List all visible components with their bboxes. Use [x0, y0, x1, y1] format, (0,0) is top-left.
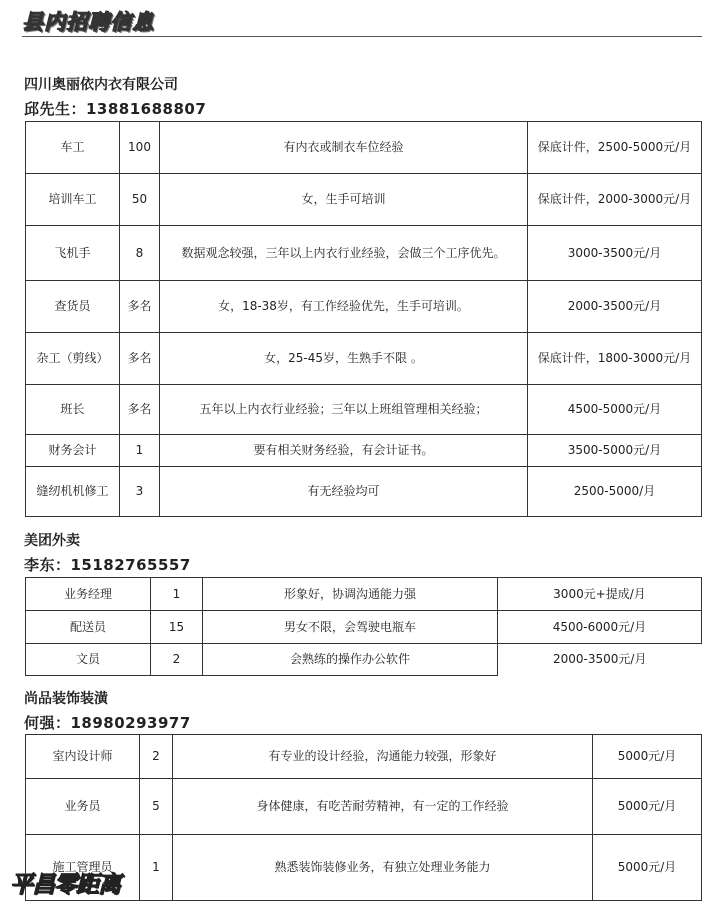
watermark-logo: 平昌零距离 — [10, 872, 120, 898]
job-requirement: 会熟练的操作办公软件 — [203, 644, 498, 676]
job-count: 1 — [120, 435, 160, 467]
job-count: 多名 — [120, 333, 160, 385]
table-row — [26, 385, 702, 435]
job-salary: 4500-6000元/月 — [498, 611, 702, 644]
job-count: 2 — [151, 644, 203, 676]
table-row — [26, 281, 702, 333]
table-row — [26, 122, 702, 174]
job-salary: 保底计件，1800-3000元/月 — [528, 333, 702, 385]
job-count: 8 — [120, 226, 160, 281]
job-salary: 5000元/月 — [593, 735, 702, 779]
table-row — [26, 779, 702, 835]
job-salary: 2500-5000/月 — [528, 467, 702, 517]
job-title: 缝纫机机修工 — [26, 467, 120, 517]
job-title: 业务经理 — [26, 578, 151, 611]
job-salary: 5000元/月 — [593, 835, 702, 901]
company-name: 四川奥丽依内衣有限公司 — [24, 77, 178, 93]
company-contact: 邱先生：13881688807 — [24, 100, 207, 118]
job-title: 财务会计 — [26, 435, 120, 467]
table-row — [26, 644, 702, 676]
job-title: 飞机手 — [26, 226, 120, 281]
job-count: 100 — [120, 122, 160, 174]
job-count: 1 — [151, 578, 203, 611]
job-salary: 2000-3500元/月 — [498, 644, 702, 676]
job-title: 培训车工 — [26, 174, 120, 226]
job-count: 多名 — [120, 281, 160, 333]
job-requirement: 要有相关财务经验，有会计证书。 — [160, 435, 528, 467]
job-requirement: 女，生手可培训 — [160, 174, 528, 226]
section-title: 县内招聘信息 — [22, 10, 154, 34]
job-requirement: 有专业的设计经验，沟通能力较强，形象好 — [173, 735, 593, 779]
job-count: 2 — [140, 735, 173, 779]
section-header — [22, 4, 702, 37]
table-row — [26, 435, 702, 467]
table-row — [26, 174, 702, 226]
table-row — [26, 735, 702, 779]
job-salary: 保底计件，2500-5000元/月 — [528, 122, 702, 174]
table-row — [26, 611, 702, 644]
job-salary: 保底计件，2000-3000元/月 — [528, 174, 702, 226]
job-table — [25, 734, 702, 901]
job-requirement: 身体健康，有吃苦耐劳精神，有一定的工作经验 — [173, 779, 593, 835]
job-title: 杂工（剪线） — [26, 333, 120, 385]
job-requirement: 有无经验均可 — [160, 467, 528, 517]
job-title: 查货员 — [26, 281, 120, 333]
job-salary: 2000-3500元/月 — [528, 281, 702, 333]
job-salary: 3000元+提成/月 — [498, 578, 702, 611]
job-count: 5 — [140, 779, 173, 835]
job-requirement: 形象好，协调沟通能力强 — [203, 578, 498, 611]
job-requirement: 数据观念较强，三年以上内衣行业经验，会做三个工序优先。 — [160, 226, 528, 281]
table-row — [26, 578, 702, 611]
table-row — [26, 333, 702, 385]
job-title: 班长 — [26, 385, 120, 435]
job-title: 配送员 — [26, 611, 151, 644]
job-title: 文员 — [26, 644, 151, 676]
company-name: 美团外卖 — [24, 533, 80, 549]
job-title: 业务员 — [26, 779, 140, 835]
table-row — [26, 467, 702, 517]
job-requirement: 有内衣或制衣车位经验 — [160, 122, 528, 174]
job-requirement: 熟悉装饰装修业务，有独立处理业务能力 — [173, 835, 593, 901]
job-salary: 3000-3500元/月 — [528, 226, 702, 281]
job-title: 车工 — [26, 122, 120, 174]
job-requirement: 男女不限，会驾驶电瓶车 — [203, 611, 498, 644]
table-row — [26, 226, 702, 281]
job-count: 多名 — [120, 385, 160, 435]
company-contact: 李东：15182765557 — [24, 556, 191, 574]
company-name: 尚品装饰装潢 — [24, 691, 108, 707]
job-table — [25, 577, 702, 676]
job-count: 50 — [120, 174, 160, 226]
company-contact: 何强：18980293977 — [24, 714, 191, 732]
job-requirement: 女，18-38岁，有工作经验优先，生手可培训。 — [160, 281, 528, 333]
job-count: 1 — [140, 835, 173, 901]
job-title: 施工管理员 — [26, 835, 140, 901]
job-count: 15 — [151, 611, 203, 644]
table-row — [26, 835, 702, 901]
job-salary: 4500-5000元/月 — [528, 385, 702, 435]
job-salary: 5000元/月 — [593, 779, 702, 835]
job-table — [25, 121, 702, 517]
job-title: 室内设计师 — [26, 735, 140, 779]
job-salary: 3500-5000元/月 — [528, 435, 702, 467]
job-requirement: 女，25-45岁，生熟手不限 。 — [160, 333, 528, 385]
job-requirement: 五年以上内衣行业经验；三年以上班组管理相关经验； — [160, 385, 528, 435]
job-count: 3 — [120, 467, 160, 517]
